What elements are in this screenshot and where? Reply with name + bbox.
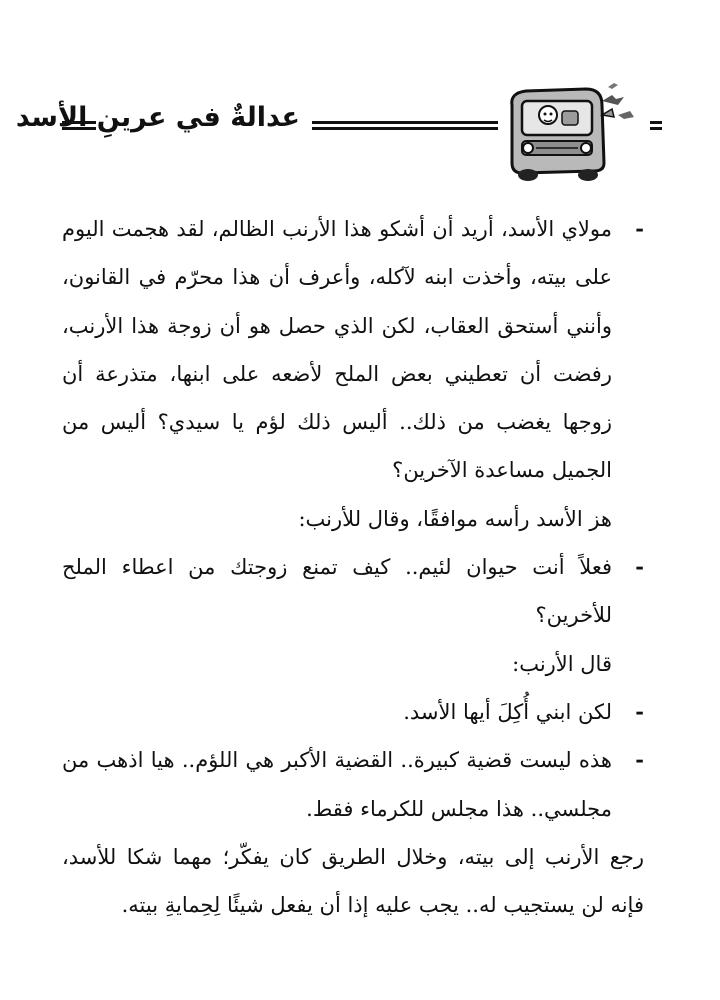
paragraph-text: قال الأرنب: (512, 651, 612, 676)
header-rule-middle (312, 121, 498, 130)
dash-marker: - (635, 747, 644, 773)
chapter-title: عدالةٌ في عرينِ الأسد (15, 102, 300, 133)
paragraph-text: رجع الأرنب إلى بيته، وخلال الطريق كان يفكّر؛ مهما شكا للأسد، فإنه لن يستجيب له.. يجب عليه إذا أن يفعل شيئًا لِحِمايةِ بيته. (62, 844, 644, 918)
chapter-header (0, 70, 720, 190)
dash-marker: - (635, 698, 644, 724)
dialogue-paragraph (62, 736, 644, 833)
story-text (62, 205, 644, 929)
dialogue-paragraph (62, 543, 644, 640)
dialogue-paragraph (62, 688, 644, 736)
header-rule-right (650, 121, 662, 130)
dialogue-paragraph (62, 205, 644, 495)
paragraph-text: فعلاً أنت حيوان لئيم.. كيف تمنع زوجتك من اعطاء الملح للأخرين؟ (62, 555, 612, 628)
dash-marker: - (635, 216, 644, 241)
dash-marker: - (635, 554, 644, 580)
paragraph-text: لكن ابني أُكِلَ أيها الأسد. (403, 699, 612, 724)
narration-paragraph (62, 640, 644, 688)
narration-paragraph (62, 833, 644, 930)
paragraph-text: هز الأسد رأسه موافقًا، وقال للأرنب: (298, 506, 612, 531)
narration-paragraph (62, 495, 644, 543)
paragraph-text: مولاي الأسد، أريد أن أشكو هذا الأرنب الظالم، لقد هجمت اليوم على بيته، وأخذت ابنه لآكله، وأعرف أن هذا محرّم في القانون، وأنني أستحق العقاب، لكن الذي حصل هو أن زوجة هذا الأرنب، رفضت أن تعطيني بعض الملح لأضعه على ابنها، متذرعة أن زوجها يغضب من ذلك.. أليس ذلك لؤم يا سيدي؟ أليس من الجميل مساعدة الآخرين؟ (62, 217, 612, 483)
paragraph-text: هذه ليست قضية كبيرة.. القضية الأكبر هي اللؤم.. هيا اذهب من مجلسي.. هذا مجلس للكرماء فقط. (62, 748, 612, 821)
bus-illustration (490, 75, 650, 185)
